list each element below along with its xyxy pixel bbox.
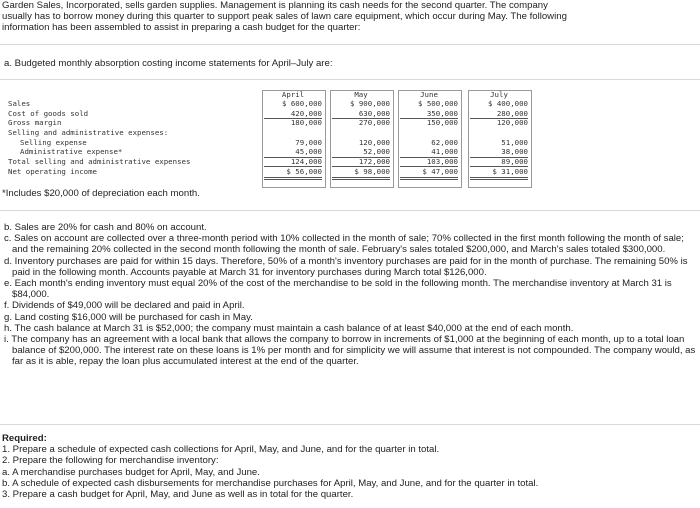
row-label: Gross margin <box>8 118 62 128</box>
list-item: i. The company has an agreement with a local bank that allows the company to borrow in increments of $1,000 at the beginning of each month, up to a total loan balance of $200,000. The interest rate on these loans is 1% per month and for simplicity we will assume that interest is not compounded. The company would, as far as it is able, repay the loan plus accumulated interest at the end of the quarter. <box>4 334 696 368</box>
cell-june: 62,000 <box>431 137 458 147</box>
list-item: b. A schedule of expected cash disbursements for merchandise purchases for April, May, and June, and for the quarter in total. <box>2 477 539 489</box>
list-item: f. Dividends of $49,000 will be declared and paid in April. <box>4 300 245 312</box>
divider <box>0 44 700 45</box>
cell-june: 150,000 <box>426 118 458 128</box>
row-label: Cost of goods sold <box>8 108 89 118</box>
list-item: 2. Prepare the following for merchandise inventory: <box>2 455 219 467</box>
table-row-cost-of-goods-sold <box>8 109 536 118</box>
intro-line-3: information has been assembled to assist in preparing a cash budget for the quarter: <box>2 22 361 34</box>
part-a-label: a. Budgeted monthly absorption costing income statements for April–July are: <box>4 58 333 69</box>
divider <box>0 79 700 80</box>
table-row-selling-admin-header <box>8 128 536 137</box>
cell-july: 89,000 <box>470 157 528 167</box>
cell-july: 280,000 <box>470 109 528 119</box>
intro-line-2: usually has to borrow money during this quarter to support peak sales of lawn care equipment, which occur during May. The following <box>2 11 567 23</box>
cell-may: 270,000 <box>358 118 390 128</box>
table-header-row <box>8 90 536 99</box>
column-header-june: June <box>420 90 438 99</box>
cell-june: 103,000 <box>400 157 458 167</box>
cell-april: 79,000 <box>295 137 322 147</box>
list-item: 1. Prepare a schedule of expected cash collections for April, May, and June, and for the quarter in total. <box>2 444 440 456</box>
row-label: Total selling and administrative expenses <box>8 156 191 166</box>
intro-line-1: Garden Sales, Incorporated, sells garden supplies. Management is planning its cash needs for the second quarter. The company <box>2 0 548 11</box>
income-statement-table <box>8 90 536 177</box>
table-row-administrative-expense <box>8 147 536 156</box>
row-label: Selling expense <box>20 137 87 147</box>
column-header-april: April <box>281 90 305 99</box>
row-label: Selling and administrative expenses: <box>8 127 169 137</box>
list-item: d. Inventory purchases are paid for within 15 days. Therefore, 50% of a month's inventory purchases are paid for in the month of purchase. The remaining 50% is paid in the following month. Accounts payable at March 31 for inventory purchases during March total $126,000. <box>4 255 688 278</box>
cell-july: 38,000 <box>470 147 528 157</box>
table-row-gross-margin <box>8 118 536 127</box>
column-header-may: May <box>354 90 368 99</box>
cell-july: 51,000 <box>501 137 528 147</box>
list-item: g. Land costing $16,000 will be purchased for cash in May. <box>4 311 253 323</box>
cell-april: $ 56,000 <box>264 167 322 179</box>
divider <box>0 424 700 425</box>
list-item: a. A merchandise purchases budget for April, May, and June. <box>2 466 260 478</box>
required-section <box>2 433 696 500</box>
cell-june: $ 500,000 <box>417 99 458 109</box>
row-label: Administrative expense* <box>20 147 123 157</box>
cell-may: 52,000 <box>332 147 390 157</box>
cell-april: 45,000 <box>264 147 322 157</box>
cell-may: 172,000 <box>332 157 390 167</box>
list-item: h. The cash balance at March 31 is $52,000; the company must maintain a cash balance of at least $40,000 at the end of each month. <box>4 322 574 334</box>
divider <box>0 210 700 211</box>
table-row-total-selling-admin <box>8 157 536 166</box>
cell-july: 120,000 <box>496 118 528 128</box>
required-title: Required: <box>2 433 47 444</box>
row-label: Sales <box>8 99 31 109</box>
list-item: 3. Prepare a cash budget for April, May, and June as well as in total for the quarter. <box>2 489 354 501</box>
column-header-july: July <box>490 90 508 99</box>
cell-may: $ 98,000 <box>332 167 390 179</box>
cell-april: 180,000 <box>290 118 322 128</box>
list-item: c. Sales on account are collected over a three-month period with 10% collected in the month of sale; 70% collected in the first month following the month of sale; and the remaining 20% collected in the second month following the month of sale. February's sales totaled $200,000, and March's sales totaled $300,000. <box>4 233 684 256</box>
cell-april: 124,000 <box>264 157 322 167</box>
cell-july: $ 400,000 <box>487 99 528 109</box>
cell-april: $ 600,000 <box>281 99 322 109</box>
assumptions-list <box>2 222 696 368</box>
table-row-selling-expense <box>8 138 536 147</box>
row-label: Net operating income <box>8 167 97 177</box>
table-row-sales <box>8 99 536 108</box>
cell-july: $ 31,000 <box>470 167 528 179</box>
cell-may: 630,000 <box>332 109 390 119</box>
cell-april: 420,000 <box>264 109 322 119</box>
cell-may: 120,000 <box>358 137 390 147</box>
depreciation-footnote: *Includes $20,000 of depreciation each month. <box>2 188 200 199</box>
problem-intro <box>2 0 696 34</box>
table-row-net-operating-income <box>8 167 536 176</box>
list-item: e. Each month's ending inventory must equal 20% of the cost of the merchandise to be sold in the following month. The merchandise inventory at March 31 is $84,000. <box>4 278 672 301</box>
cell-june: $ 47,000 <box>400 167 458 179</box>
cell-june: 350,000 <box>400 109 458 119</box>
cell-may: $ 900,000 <box>349 99 390 109</box>
list-item: b. Sales are 20% for cash and 80% on account. <box>4 222 207 233</box>
cell-june: 41,000 <box>400 147 458 157</box>
